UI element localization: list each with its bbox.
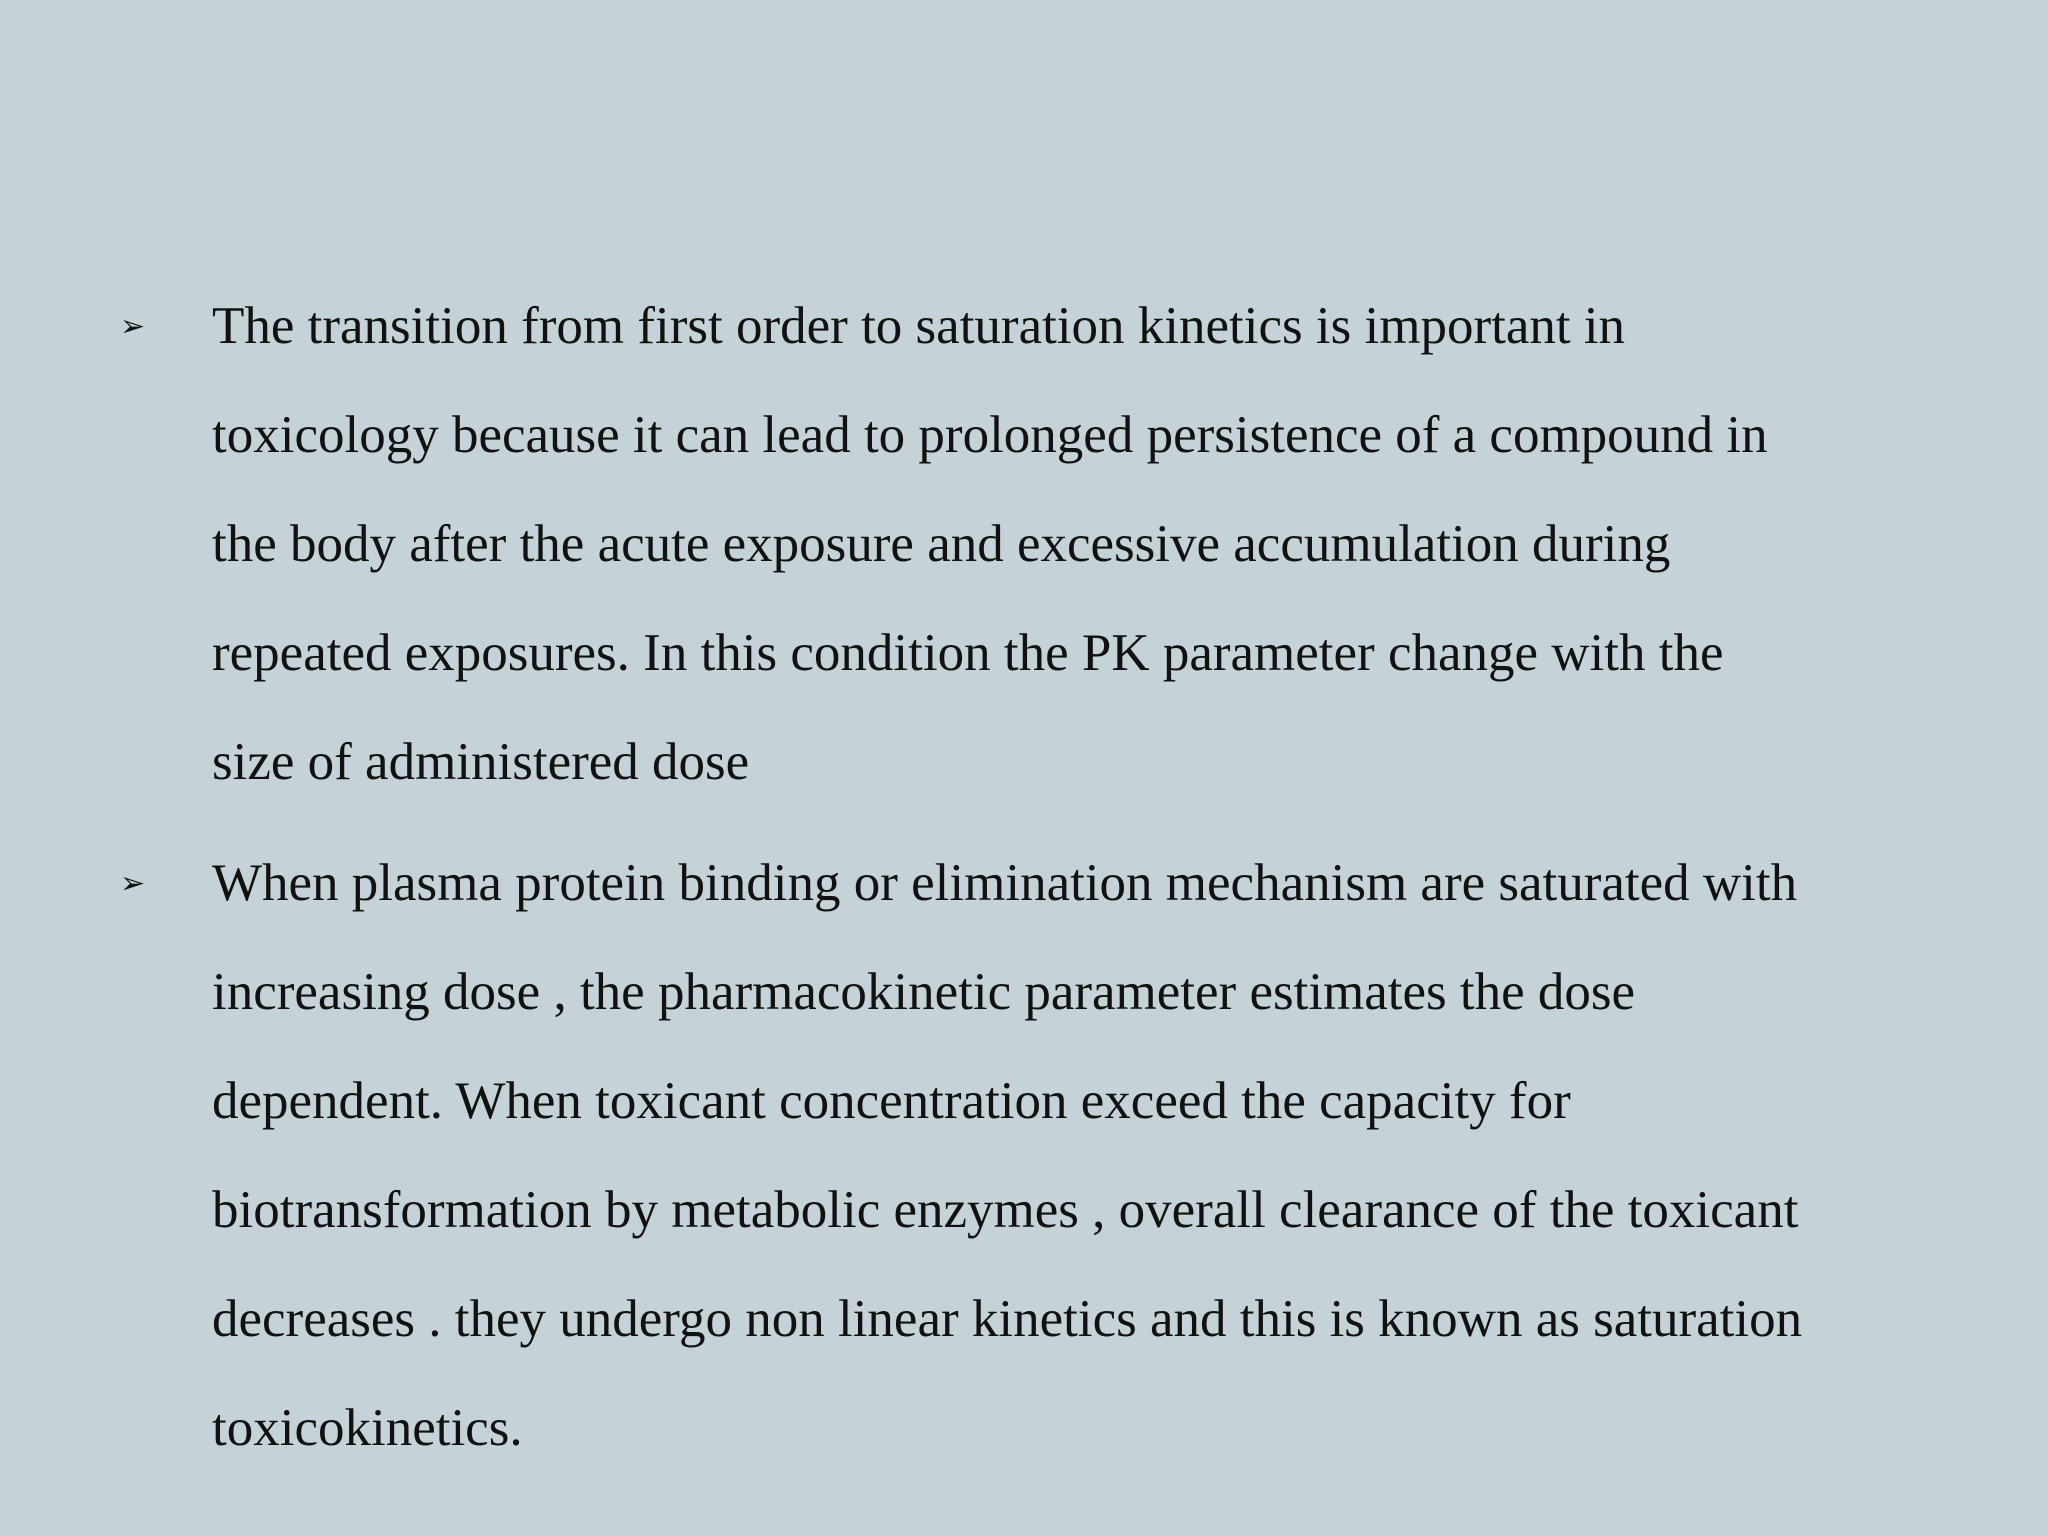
text-line: biotransformation by metabolic enzymes , overall clearance of the toxicant: [212, 1181, 1799, 1239]
slide-content: [112, 272, 1942, 1495]
text-line: When plasma protein binding or elimination mechanism are saturated with: [212, 854, 1798, 912]
text-line: dependent. When toxicant concentration exceed the capacity for: [212, 1072, 1571, 1130]
text-line: the body after the acute exposure and excessive accumulation during: [212, 515, 1671, 573]
text-line: repeated exposures. In this condition the PK parameter change with the: [212, 624, 1724, 682]
text-line: The transition from first order to saturation kinetics is important in: [212, 297, 1626, 355]
text-line: decreases . they undergo non linear kinetics and this is known as saturation: [212, 1290, 1803, 1348]
bullet-item-saturation-transition: [112, 272, 1942, 817]
text-line: increasing dose , the pharmacokinetic parameter estimates the dose: [212, 963, 1636, 1021]
arrowhead-bullet-icon: ➢: [120, 866, 146, 901]
bullet-item-saturation-toxicokinetics: [112, 829, 1942, 1483]
text-line: size of administered dose: [212, 733, 750, 791]
bullet-text: [212, 829, 1942, 1483]
text-line: toxicology because it can lead to prolonged persistence of a compound in: [212, 406, 1768, 464]
text-line: toxicokinetics.: [212, 1399, 523, 1457]
arrowhead-bullet-icon: ➢: [120, 309, 146, 344]
bullet-text: [212, 272, 1942, 817]
